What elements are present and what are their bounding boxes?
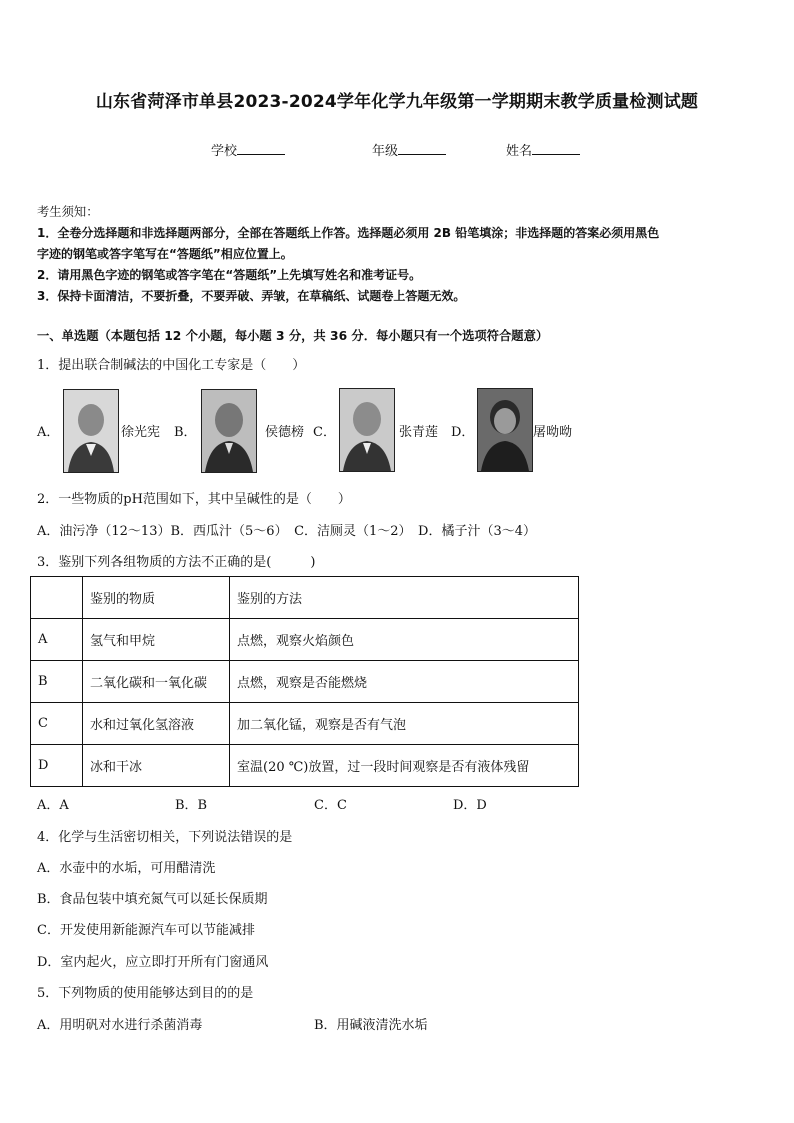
question-1-stem: 1．提出联合制碱法的中国化工专家是（ ） — [37, 358, 306, 373]
q1-option-c-letter[interactable]: C． — [313, 425, 336, 440]
q4-option-d[interactable]: D．室内起火，应立即打开所有门窗通风 — [37, 955, 269, 970]
name-blank[interactable] — [532, 142, 580, 155]
table-cell: 氢气和甲烷 — [83, 619, 230, 661]
grade-label: 年级 — [372, 144, 399, 159]
question-4-stem: 4．化学与生活密切相关，下列说法错误的是 — [37, 830, 293, 845]
portrait-photo-b — [201, 389, 257, 473]
q1-option-a-letter[interactable]: A． — [37, 425, 60, 440]
table-cell: 加二氧化锰，观察是否有气泡 — [230, 703, 579, 745]
table-cell: C — [31, 703, 83, 745]
name-label: 姓名 — [506, 144, 533, 159]
school-label: 学校 — [211, 144, 238, 159]
portrait-photo-d — [477, 388, 533, 472]
name-field[interactable] — [506, 140, 580, 159]
q3-option-d[interactable]: D．D — [453, 798, 487, 813]
grade-blank[interactable] — [398, 142, 446, 155]
q1-option-d-letter[interactable]: D． — [451, 425, 475, 440]
school-blank[interactable] — [237, 142, 285, 155]
question-2-stem: 2．一些物质的pH范围如下，其中呈碱性的是（ ） — [37, 492, 351, 507]
q1-option-a-name[interactable]: 徐光宪 — [121, 425, 161, 440]
grade-field[interactable] — [372, 140, 446, 159]
table-cell: 点燃，观察火焰颜色 — [230, 619, 579, 661]
table-header-cell: 鉴别的物质 — [83, 577, 230, 619]
table-row — [31, 703, 579, 745]
q1-option-b-letter[interactable]: B． — [174, 425, 197, 440]
identification-table — [30, 576, 579, 787]
question-5-stem: 5．下列物质的使用能够达到目的的是 — [37, 986, 254, 1001]
notice-item: 2．请用黑色字迹的钢笔或答字笔在“答题纸”上先填写姓名和准考证号。 — [37, 268, 422, 282]
table-row — [31, 661, 579, 703]
table-cell: 点燃，观察是否能燃烧 — [230, 661, 579, 703]
table-header-cell — [31, 577, 83, 619]
q4-option-b[interactable]: B．食品包装中填充氮气可以延长保质期 — [37, 892, 268, 907]
q1-option-b-name[interactable]: 侯德榜 — [265, 425, 305, 440]
table-row — [31, 745, 579, 787]
table-header-cell: 鉴别的方法 — [230, 577, 579, 619]
table-row — [31, 619, 579, 661]
q1-option-d-name[interactable]: 屠呦呦 — [533, 425, 573, 440]
table-cell: D — [31, 745, 83, 787]
q5-option-a[interactable]: A．用明矾对水进行杀菌消毒 — [37, 1018, 203, 1033]
q3-option-c[interactable]: C．C — [314, 798, 347, 813]
question-3-stem: 3．鉴别下列各组物质的方法不正确的是( ) — [37, 555, 316, 570]
table-cell: 冰和干冰 — [83, 745, 230, 787]
exam-title: 山东省菏泽市单县2023-2024学年化学九年级第一学期期末教学质量检测试题 — [95, 92, 699, 112]
table-cell: B — [31, 661, 83, 703]
notice-item: 字迹的钢笔或答字笔写在“答题纸”相应位置上。 — [37, 247, 293, 261]
question-2-options[interactable]: A．油污净（12～13）B．西瓜汁（5～6） C．洁厕灵（1～2） D．橘子汁（3～4） — [37, 524, 537, 539]
q1-option-c-name[interactable]: 张青莲 — [399, 425, 439, 440]
notice-item: 3．保持卡面清洁，不要折叠，不要弄破、弄皱，在草稿纸、试题卷上答题无效。 — [37, 289, 466, 303]
notice-head: 考生须知： — [37, 205, 99, 219]
table-cell: 室温(20 ℃)放置，过一段时间观察是否有液体残留 — [230, 745, 579, 787]
table-cell: 二氧化碳和一氧化碳 — [83, 661, 230, 703]
q4-option-a[interactable]: A．水壶中的水垢，可用醋清洗 — [37, 861, 216, 876]
table-cell: 水和过氧化氢溶液 — [83, 703, 230, 745]
q5-option-b[interactable]: B．用碱液清洗水垢 — [314, 1018, 428, 1033]
exam-notice — [37, 202, 759, 307]
portrait-photo-a — [63, 389, 119, 473]
q3-option-a[interactable]: A．A — [37, 798, 69, 813]
q3-option-b[interactable]: B．B — [175, 798, 208, 813]
table-cell: A — [31, 619, 83, 661]
q4-option-c[interactable]: C．开发使用新能源汽车可以节能减排 — [37, 923, 255, 938]
section-heading: 一、单选题（本题包括 12 个小题，每小题 3 分，共 36 分．每小题只有一个选项符合题意） — [37, 329, 549, 343]
portrait-photo-c — [339, 388, 395, 472]
school-field[interactable] — [211, 140, 285, 159]
notice-item: 1．全卷分选择题和非选择题两部分，全部在答题纸上作答。选择题必须用 2B 铅笔填涂；非选择题的答案必须用黑色 — [37, 226, 660, 240]
table-header-row — [31, 577, 579, 619]
